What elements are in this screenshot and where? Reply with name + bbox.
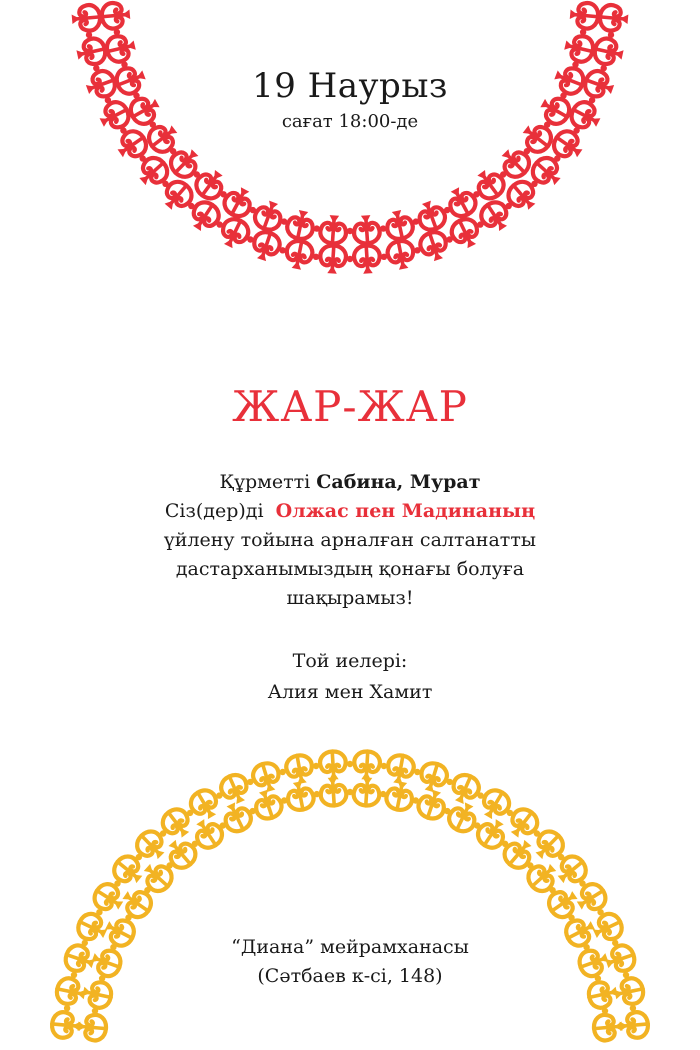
bottom-ornament-motif (445, 800, 480, 835)
bottom-ornament-motif (477, 786, 513, 822)
invitation-text (0, 468, 700, 613)
top-ornament-motif (72, 4, 101, 32)
bottom-ornament-motif (385, 781, 415, 812)
top-ornament-motif (319, 245, 346, 274)
bottom-ornament-motif (218, 771, 252, 806)
hosts-section (0, 646, 700, 708)
invitation-line-5: шақырамыз! (286, 587, 414, 609)
bottom-ornament-motif (573, 880, 609, 916)
top-ornament-motif (444, 184, 479, 220)
top-ornament-motif (386, 239, 416, 270)
bottom-ornament-motif (593, 1014, 622, 1042)
hosts-label: Той иелері: (292, 650, 408, 672)
top-ornament-motif (250, 229, 283, 263)
top-ornament-motif (592, 36, 624, 67)
top-ornament-motif (599, 4, 628, 32)
bottom-ornament-motif (448, 771, 482, 806)
event-date: 19 Наурыз (252, 66, 448, 106)
top-ornament-motif (415, 199, 448, 233)
top-ornament-motif (353, 216, 380, 245)
invite-prefix: Сіз(дер)ді (164, 500, 270, 522)
bottom-ornament-motif (250, 760, 282, 793)
top-ornament-motif (252, 199, 285, 233)
couple-names: Олжас пен Мадинаның (275, 500, 536, 522)
bottom-ornament-arc (51, 751, 649, 1042)
top-ornament-motif (448, 215, 483, 250)
top-ornament-motif (320, 216, 347, 245)
invitation-line-3: үйлену тойына арналған салтанатты (164, 529, 536, 551)
invitation-line-4: дастарханымыздың қонағы болуға (175, 558, 525, 580)
bottom-ornament-motif (353, 778, 380, 807)
bottom-ornament-motif (620, 1011, 649, 1039)
bottom-ornament-motif (220, 800, 255, 835)
bottom-ornament-motif (320, 778, 347, 807)
top-ornament-motif (76, 36, 108, 67)
bottom-ornament-motif (417, 760, 449, 793)
venue-section (0, 933, 700, 991)
top-ornament-motif (384, 209, 415, 241)
bottom-ornament-motif (285, 753, 315, 784)
top-ornament-motif (284, 239, 314, 270)
greeting-prefix: Құрметті (219, 471, 317, 493)
top-ornament-motif (105, 33, 137, 64)
bottom-ornament-motif (353, 751, 380, 779)
bottom-ornament-motif (51, 1011, 80, 1039)
venue-address: (Сәтбаев к-сі, 148) (257, 965, 443, 987)
venue-name: “Диана” мейрамханасы (231, 936, 469, 958)
invitation-title: ЖАР-ЖАР (232, 382, 468, 431)
bottom-ornament-motif (90, 880, 126, 916)
bottom-ornament-motif (319, 751, 346, 779)
top-ornament-motif (101, 2, 130, 30)
hosts-names: Алия мен Хамит (267, 681, 433, 703)
top-ornament-motif (570, 2, 599, 30)
event-time: сағат 18:00-де (281, 111, 419, 132)
top-ornament-arc (72, 2, 628, 274)
guest-names: Сабина, Мурат (316, 471, 481, 493)
greeting-line (0, 468, 700, 497)
top-ornament-motif (217, 215, 252, 250)
bottom-ornament-motif (252, 788, 285, 822)
bottom-ornament-motif (187, 786, 223, 822)
top-ornament-motif (221, 184, 256, 220)
bottom-ornament-motif (386, 753, 416, 784)
bottom-ornament-dot (64, 1005, 70, 1011)
bottom-ornament-motif (78, 1014, 107, 1042)
bottom-ornament-motif (285, 781, 315, 812)
couple-line (0, 497, 700, 526)
top-ornament-motif (353, 245, 380, 274)
top-ornament-motif (417, 229, 450, 263)
bottom-ornament-motif (416, 788, 449, 822)
top-ornament-motif (285, 209, 316, 241)
top-ornament-motif (563, 33, 595, 64)
